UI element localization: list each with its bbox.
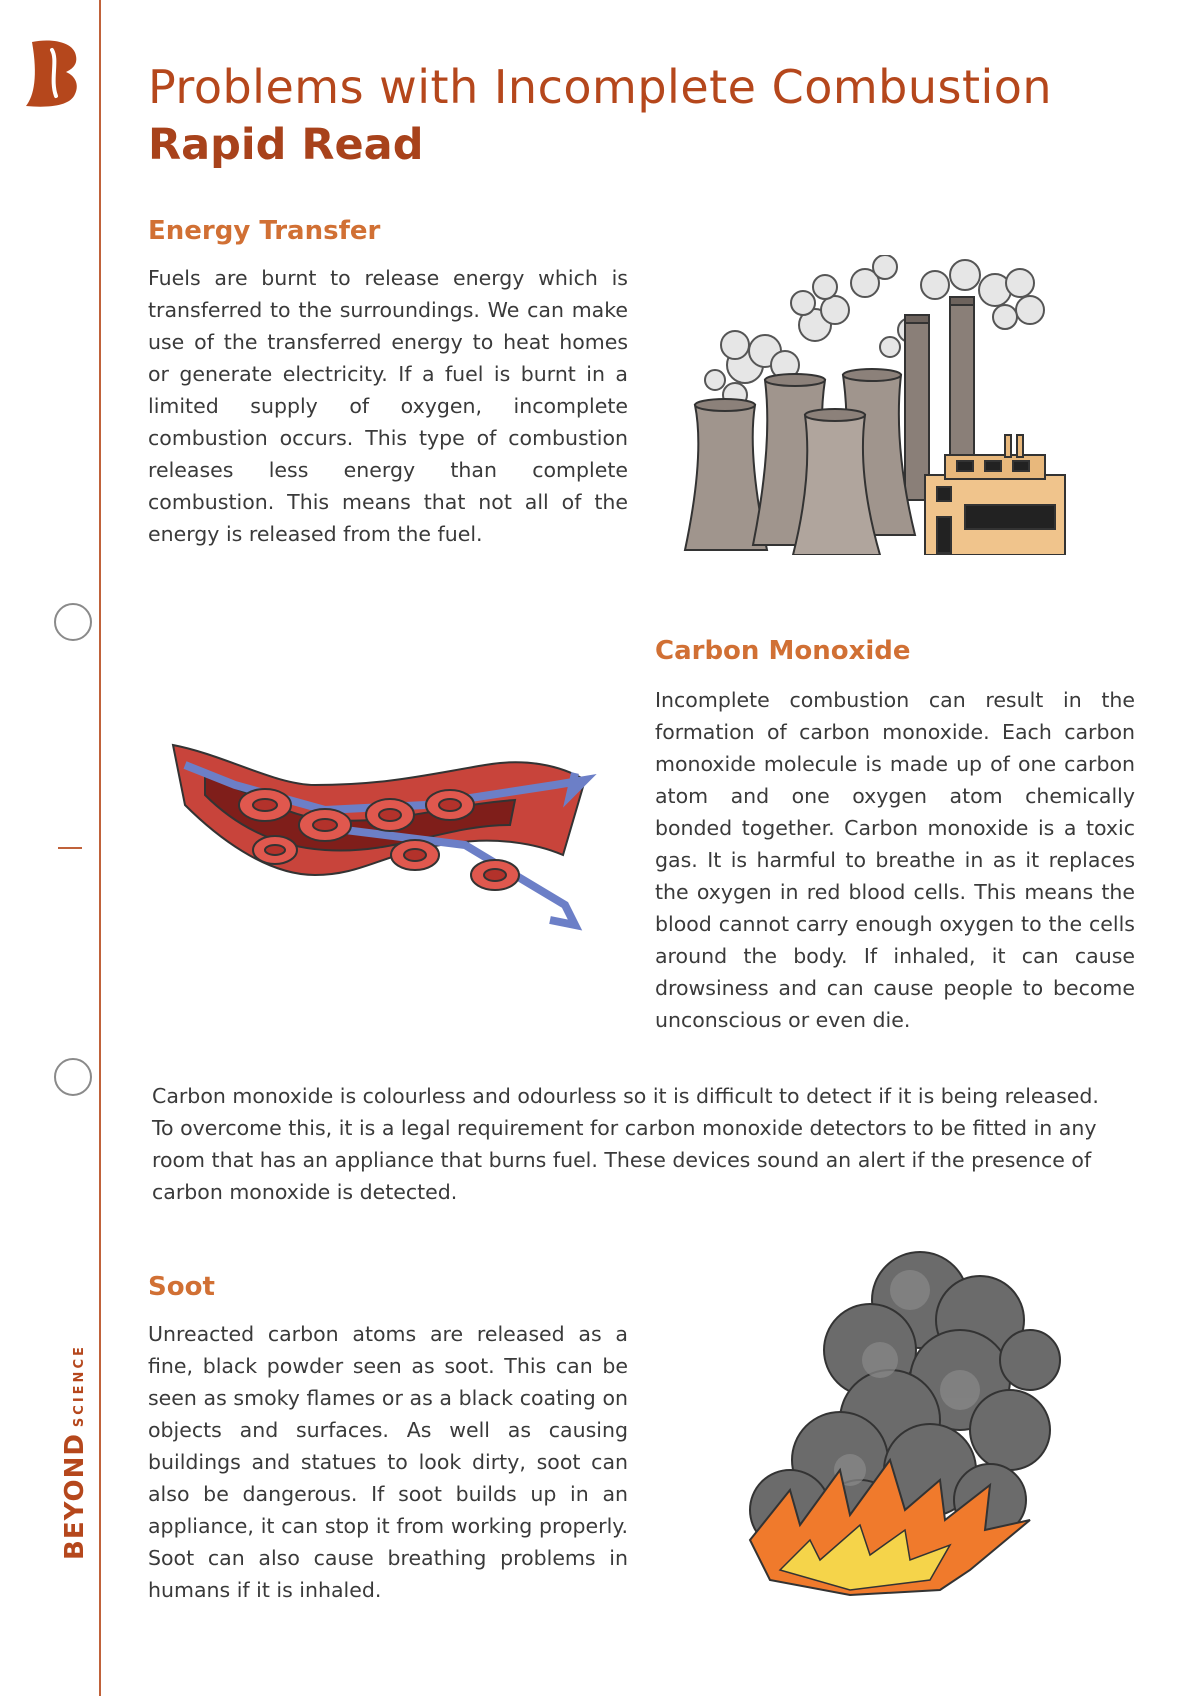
heading-energy-transfer: Energy Transfer bbox=[148, 216, 381, 246]
power-station-illustration bbox=[675, 255, 1095, 555]
brand-name-bold: BEYOND bbox=[60, 1433, 90, 1560]
margin-rule bbox=[99, 0, 101, 1696]
paragraph-energy-transfer: Fuels are burnt to release energy which is transferred to the surroundings. We can make use of the transferred energy to heat homes or generate electricity. If a fuel is burnt in a limited supply of oxygen, incomplete combustion occurs. This type of combustion releases less energy than complete combustion. This means that not all of the energy is released from the fuel. bbox=[148, 266, 628, 546]
paragraph-soot: Unreacted carbon atoms are released as a fine, black powder seen as soot. This can be seen as smoky flames or as a black coating on objects and surfaces. As well as causing buildings and statues to look dirty, soot can also be dangerous. If soot builds up in an appliance, it can stop it from working properly. Soot can also cause breathing problems in humans if it is inhaled. bbox=[148, 1322, 628, 1602]
brand-wordmark bbox=[60, 1320, 90, 1560]
brand-logo-icon bbox=[22, 36, 84, 108]
fold-mark bbox=[58, 847, 82, 849]
brand-name-small: SCIENCE bbox=[72, 1344, 87, 1428]
page-subtitle: Rapid Read bbox=[148, 120, 424, 170]
smoke-fire-illustration bbox=[730, 1240, 1120, 1610]
cooling-towers bbox=[685, 369, 915, 555]
blood-vessel-illustration bbox=[165, 725, 615, 945]
paragraph-carbon-monoxide: Incomplete combustion can result in the formation of carbon monoxide. Each carbon monoxide molecule is made up of one carbon atom and one oxygen atom chemically bonded together. Carbon monoxide is a toxic gas. It is harmful to breathe in as it replaces the oxygen in red blood cells. This means the blood cannot carry enough oxygen to the cells around the body. If inhaled, it can cause drowsiness and can cause people to become unconscious or even die. bbox=[655, 688, 1135, 1032]
binder-hole-bottom bbox=[54, 1058, 92, 1096]
paragraph-co-detectors: Carbon monoxide is colourless and odourless so it is difficult to detect if it is being released. To overcome this, it is a legal requirement for carbon monoxide detectors to be fitted in any room that has an appliance that burns fuel. These devices sound an alert if the presence of carbon monoxide is detected. bbox=[152, 1084, 1099, 1204]
heading-soot: Soot bbox=[148, 1272, 215, 1302]
heading-carbon-monoxide: Carbon Monoxide bbox=[655, 636, 911, 666]
page-title: Problems with Incomplete Combustion bbox=[148, 60, 1053, 114]
factory-building bbox=[925, 435, 1065, 555]
binder-hole-top bbox=[54, 603, 92, 641]
